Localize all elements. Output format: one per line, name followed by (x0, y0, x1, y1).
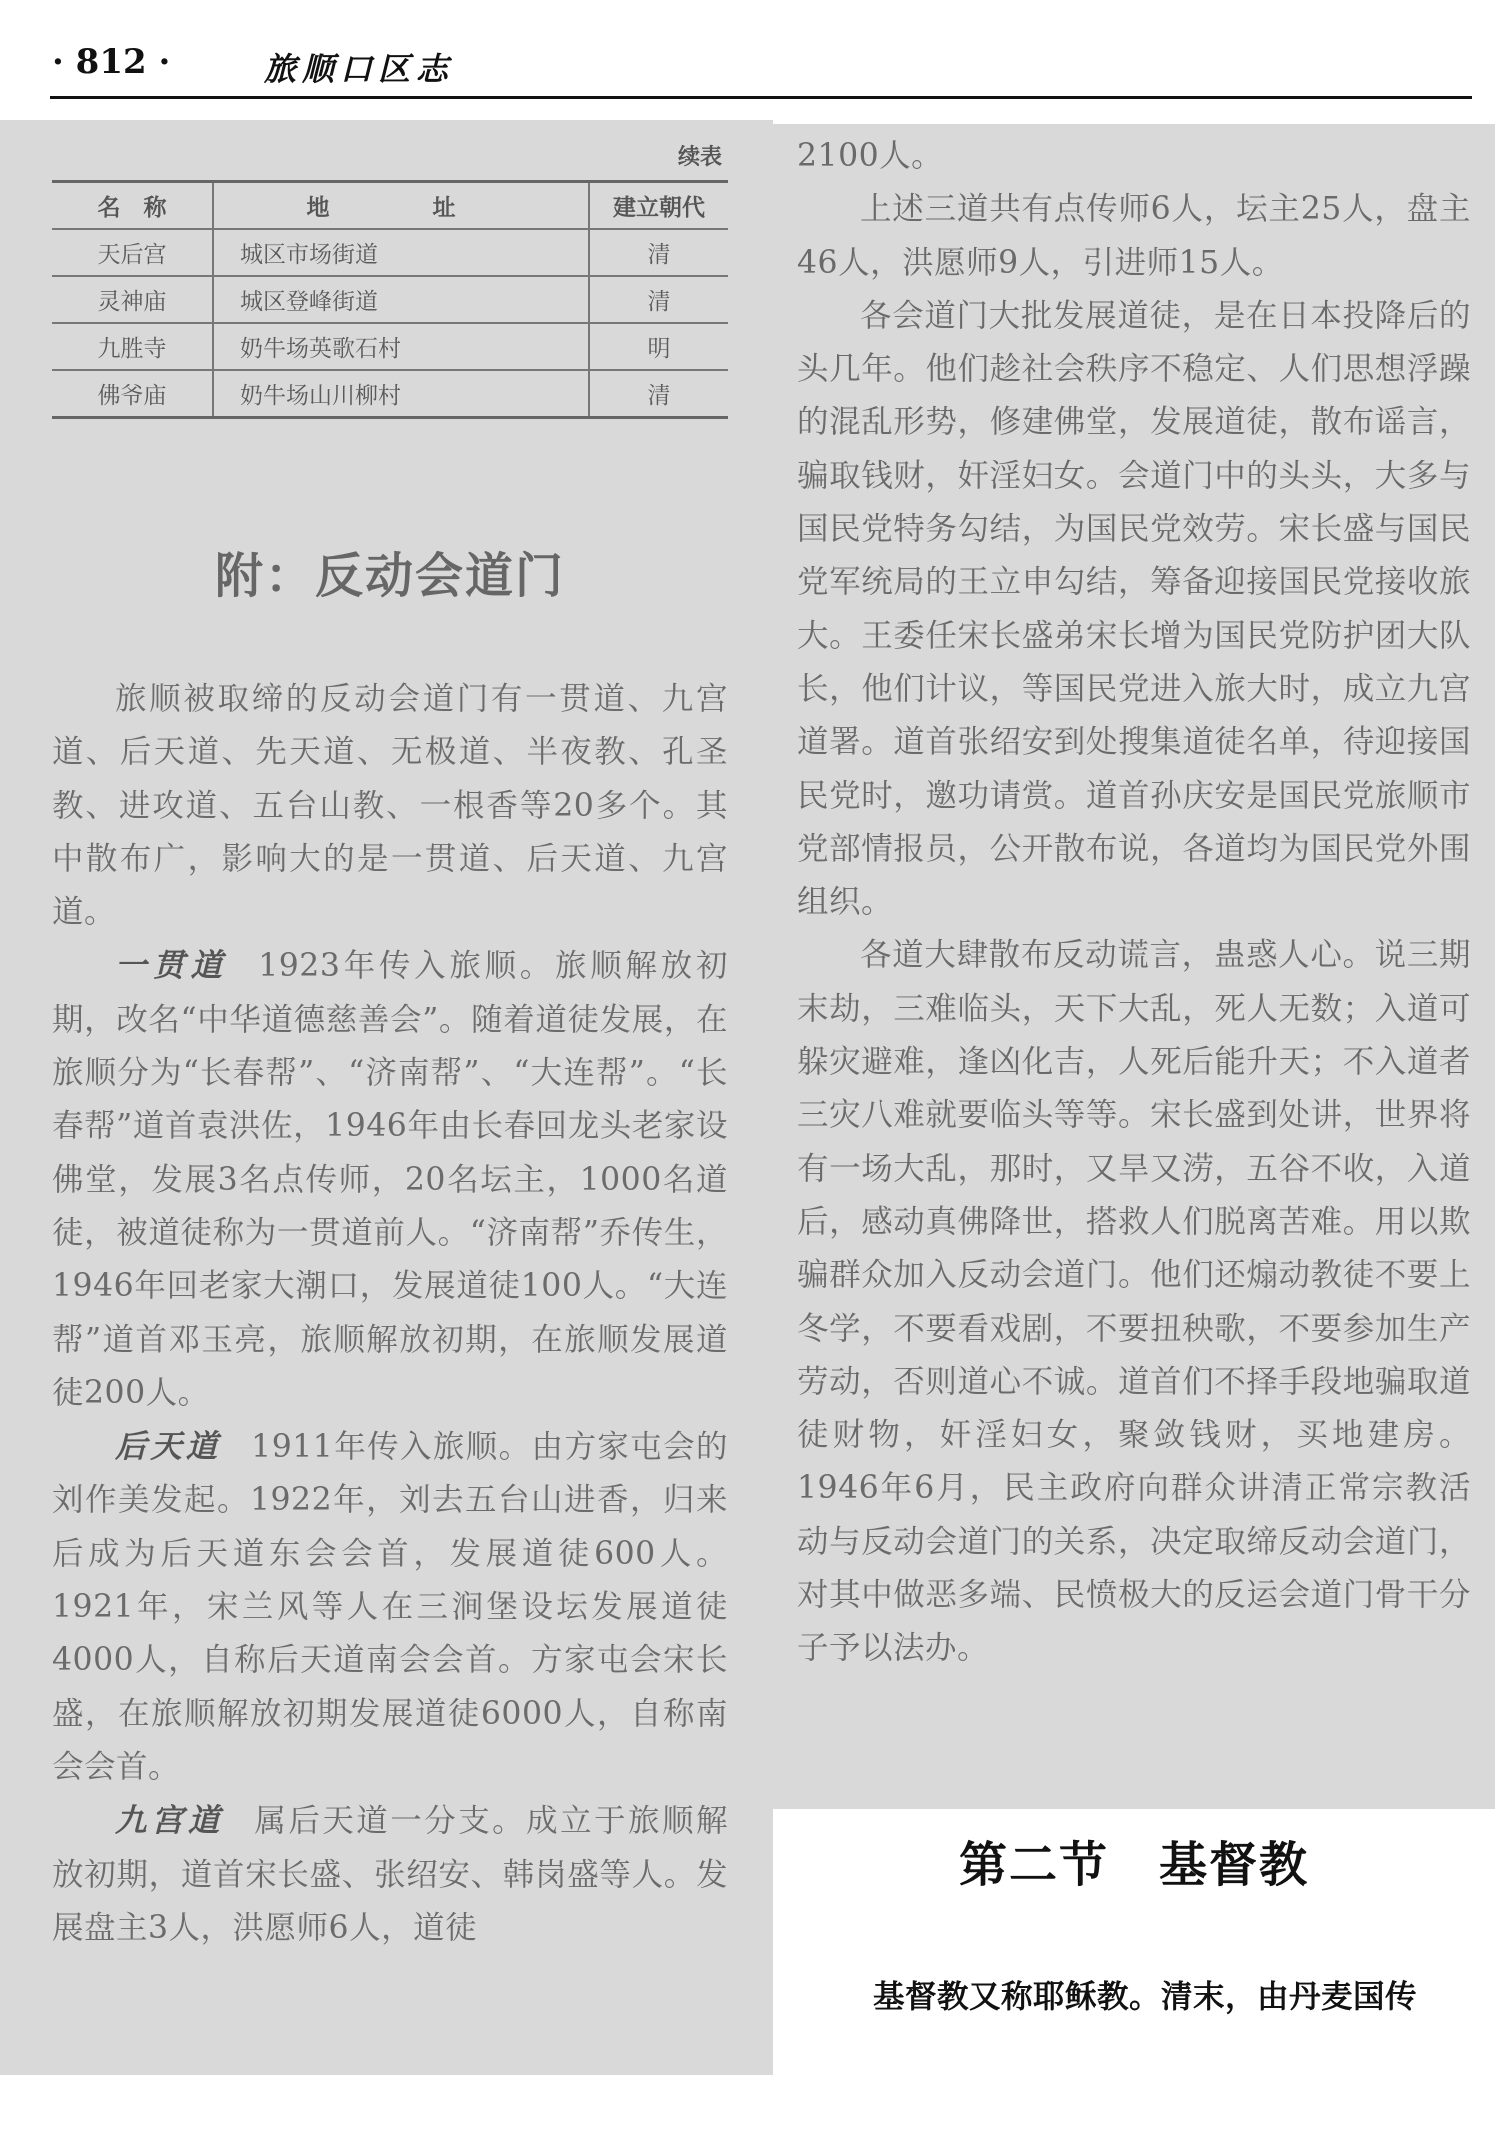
cell-name: 佛爷庙 (52, 370, 213, 418)
body-paragraph: 上述三道共有点传师6人，坛主25人，盘主46人，洪愿师9人，引进师15人。 (797, 191, 1471, 281)
jiugongdao-paragraph (52, 1794, 728, 1955)
cell-name: 九胜寺 (52, 323, 213, 370)
cell-address: 城区市场街道 (213, 229, 589, 276)
book-title: 旅顺口区志 (264, 50, 455, 88)
houtiandao-text: 1911年传入旅顺。由方家屯会的刘作美发起。1922年，刘去五台山进香，归来后成为后天道东会会首，发展道徒600人。1921年，宋兰风等人在三涧堡设坛发展道徒4000人，自称后天道南会会首。方家屯会宋长盛，在旅顺解放初期发展道徒6000人，自称南会会首。 (52, 1429, 728, 1785)
houtiandao-heading: 后天道 (115, 1428, 222, 1466)
cell-dynasty: 明 (589, 323, 728, 370)
column-header-dynasty: 建立朝代 (589, 182, 728, 230)
temple-table (52, 180, 728, 419)
table-row (52, 323, 728, 370)
appendix-intro-paragraph: 旅顺被取缔的反动会道门有一贯道、九宫道、后天道、先天道、无极道、半夜教、孔圣教、进攻道、五台山教、一根香等20多个。其中散布广，影响大的是一贯道、后天道、九宫道。 (52, 681, 728, 931)
right-column (797, 130, 1471, 1676)
cell-dynasty: 清 (589, 370, 728, 418)
section-title: 第二节 基督教 (958, 1837, 1309, 1893)
cell-address: 城区登峰街道 (213, 276, 589, 323)
continued-paragraph: 2100人。 (797, 138, 944, 174)
cell-name: 灵神庙 (52, 276, 213, 323)
cell-address: 奶牛场英歌石村 (213, 323, 589, 370)
section-intro-paragraph: 基督教又称耶稣教。清末，由丹麦国传 (873, 1978, 1418, 2015)
jiugongdao-text: 属后天道一分支。成立于旅顺解放初期，道首宋长盛、张绍安、韩岗盛等人。发展盘主3人，洪愿师6人，道徒 (52, 1803, 728, 1946)
cell-name: 天后宫 (52, 229, 213, 276)
table-row (52, 370, 728, 418)
cell-dynasty: 清 (589, 229, 728, 276)
column-header-name: 名 称 (52, 182, 213, 230)
table-header-row (52, 182, 728, 230)
page-header (52, 38, 1470, 98)
jiugongdao-heading: 九宫道 (115, 1802, 225, 1840)
yiguandao-paragraph (52, 939, 728, 1420)
page-number: · 812 · (52, 42, 171, 82)
header-rule (50, 96, 1472, 99)
yiguandao-text: 1923年传入旅顺。旅顺解放初期，改名“中华道德慈善会”。随着道徒发展，在旅顺分为“长春帮”、“济南帮”、“大连帮”。“长春帮”道首袁洪佐，1946年由长春回龙头老家设佛堂，发展3名点传师，20名坛主，1000名道徒，被道徒称为一贯道前人。“济南帮”乔传生，1946年回老家大潮口，发展道徒100人。“大连帮”道首邓玉亮，旅顺解放初期，在旅顺发展道徒200人。 (52, 948, 728, 1411)
yiguandao-heading: 一贯道 (115, 947, 229, 985)
body-paragraph: 各道大肆散布反动谎言，蛊惑人心。说三期末劫，三难临头，天下大乱，死人无数；入道可躲灾避难，逢凶化吉，人死后能升天；不入道者三灾八难就要临头等等。宋长盛到处讲，世界将有一场大乱，那时，又旱又涝，五谷不收，入道后，感动真佛降世，搭救人们脱离苦难。用以欺骗群众加入反动会道门。他们还煽动教徒不要上冬学，不要看戏剧，不要扭秧歌，不要参加生产劳动，否则道心不诚。道首们不择手段地骗取道徒财物，奸淫妇女，聚敛钱财，买地建房。1946年6月，民主政府向群众讲清正常宗教活动与反动会道门的关系，决定取缔反动会道门，对其中做恶多端、民愤极大的反运会道门骨干分子予以法办。 (797, 937, 1471, 1667)
column-header-address: 地 址 (213, 182, 589, 230)
table-continued-label: 续表 (677, 144, 722, 170)
body-paragraph: 各会道门大批发展道徒，是在日本投降后的头几年。他们趁社会秩序不稳定、人们思想浮躁的混乱形势，修建佛堂，发展道徒，散布谣言，骗取钱财，奸淫妇女。会道门中的头头，大多与国民党特务勾结，为国民党效劳。宋长盛与国民党军统局的王立申勾结，筹备迎接国民党接收旅大。王委任宋长盛弟宋长增为国民党防护团大队长，他们计议，等国民党进入旅大时，成立九宫道署。道首张绍安到处搜集道徒名单，待迎接国民党时，邀功请赏。道首孙庆安是国民党旅顺市党部情报员，公开散布说，各道均为国民党外围组织。 (797, 297, 1471, 921)
cell-address: 奶牛场山川柳村 (213, 370, 589, 418)
appendix-title: 附：反动会道门 (214, 548, 565, 604)
cell-dynasty: 清 (589, 276, 728, 323)
left-column (52, 140, 728, 1955)
table-row (52, 276, 728, 323)
table-row (52, 229, 728, 276)
houtiandao-paragraph (52, 1420, 728, 1794)
